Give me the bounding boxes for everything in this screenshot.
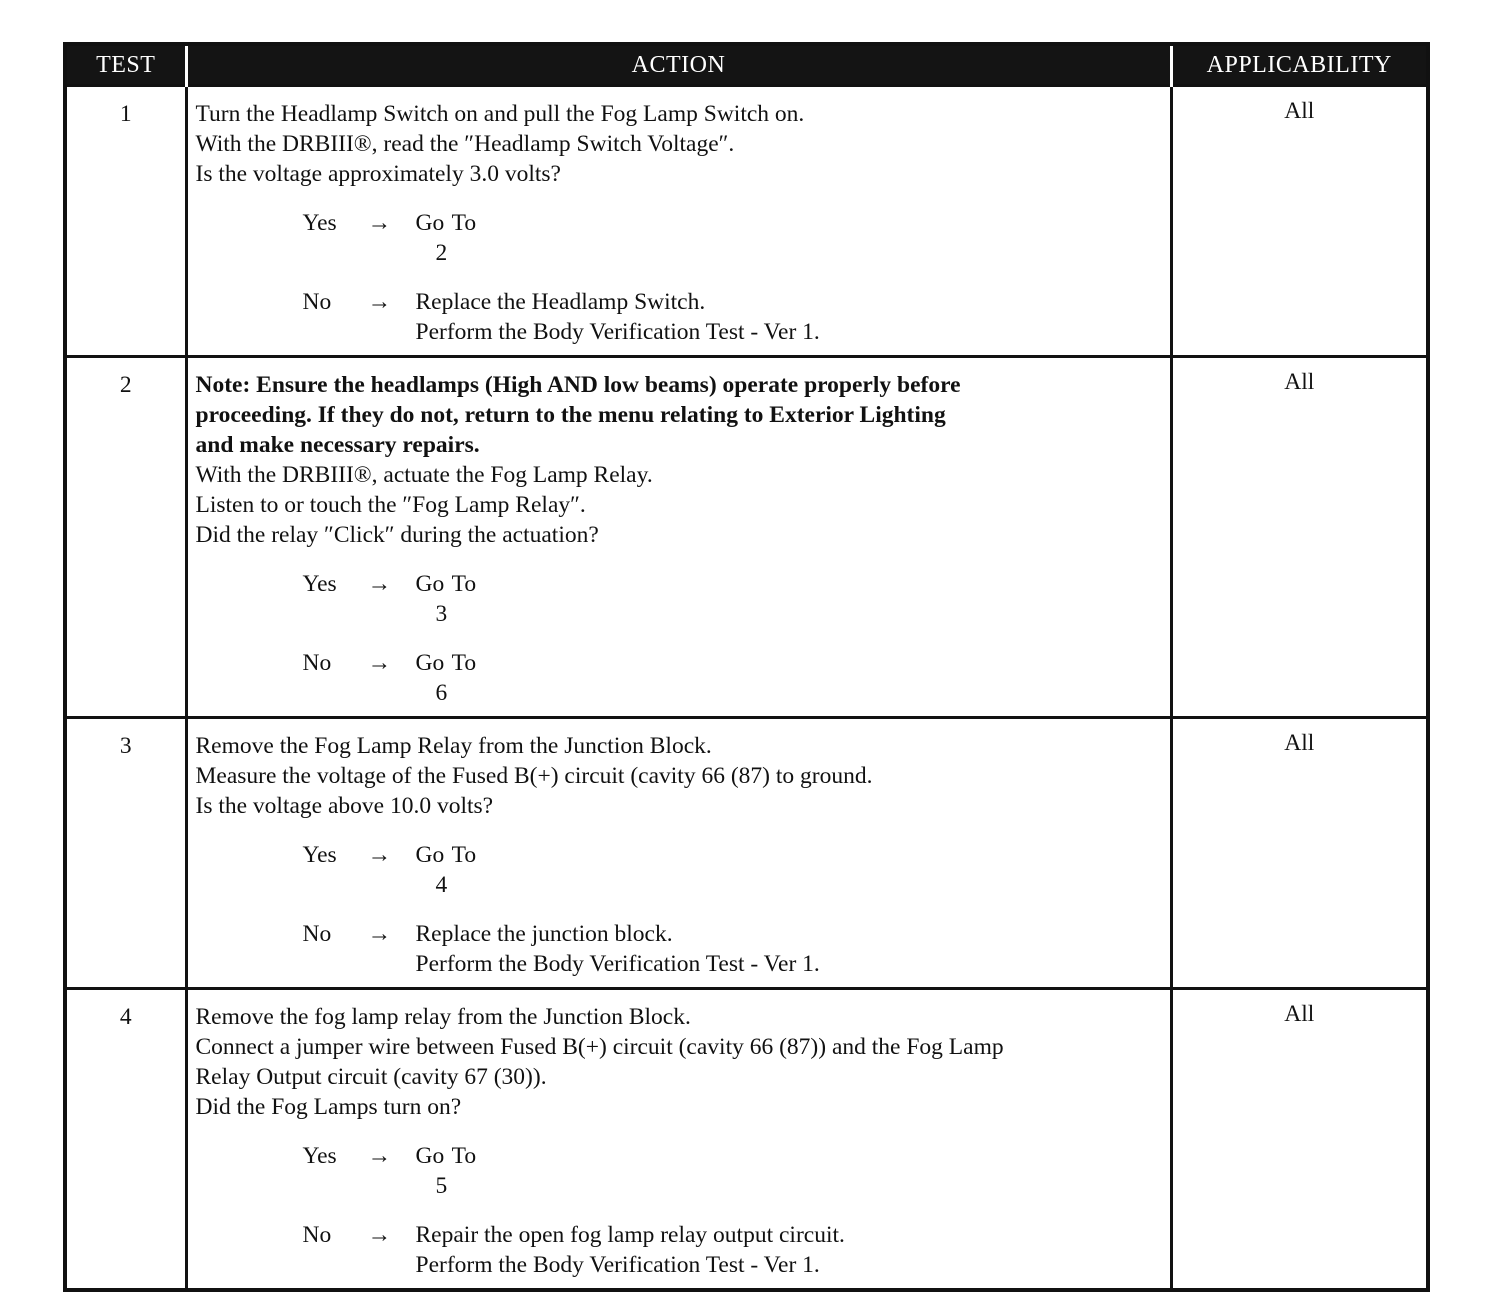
note-line: Note: Ensure the headlamps (High AND low beams) operate properly before	[195, 372, 961, 398]
action-cell	[186, 86, 1171, 357]
yes-answer	[196, 1141, 1166, 1201]
arrow-icon: →	[367, 289, 391, 315]
action-line: With the DRBIII®, actuate the Fog Lamp Relay.	[195, 462, 653, 488]
table-row	[65, 357, 1428, 718]
goto-label: Go To	[415, 571, 477, 597]
no-action-text: Perform the Body Verification Test - Ver 1.	[415, 951, 820, 977]
no-answer	[196, 1220, 1166, 1280]
yes-label: Yes	[302, 571, 337, 597]
goto-target: 3	[435, 601, 448, 627]
arrow-icon: →	[367, 1143, 391, 1169]
goto-target: 2	[435, 240, 448, 266]
test-number: 2	[65, 357, 186, 718]
action-line: With the DRBIII®, read the ″Headlamp Switch Voltage″.	[195, 131, 735, 157]
no-action-text: Perform the Body Verification Test - Ver 1.	[415, 1252, 820, 1278]
action-line: Measure the voltage of the Fused B(+) circuit (cavity 66 (87) to ground.	[195, 763, 873, 789]
test-number: 1	[65, 86, 186, 357]
test-number: 4	[65, 989, 186, 1291]
diagnostic-test-table	[63, 42, 1430, 1292]
arrow-icon: →	[367, 842, 391, 868]
header-test: TEST	[65, 44, 186, 86]
no-action-text: Perform the Body Verification Test - Ver 1.	[415, 319, 820, 345]
header-action: ACTION	[186, 44, 1171, 86]
no-label: No	[302, 921, 332, 947]
arrow-icon: →	[367, 921, 391, 947]
action-cell	[186, 718, 1171, 989]
goto-target: 6	[435, 680, 448, 706]
goto-label: Go To	[415, 650, 477, 676]
arrow-icon: →	[367, 210, 391, 236]
action-line: Connect a jumper wire between Fused B(+) circuit (cavity 66 (87)) and the Fog Lamp	[195, 1034, 1004, 1060]
action-cell	[186, 989, 1171, 1291]
yes-label: Yes	[302, 210, 337, 236]
no-label: No	[302, 1222, 332, 1248]
yes-answer	[196, 208, 1166, 268]
arrow-icon: →	[367, 650, 391, 676]
action-cell	[186, 357, 1171, 718]
applicability-value: All	[1171, 718, 1428, 989]
yes-answer	[196, 569, 1166, 629]
table-header-row	[65, 44, 1428, 86]
action-line: Did the relay ″Click″ during the actuation?	[195, 522, 599, 548]
note-line: proceeding. If they do not, return to the menu relating to Exterior Lighting	[195, 402, 946, 428]
table-row	[65, 86, 1428, 357]
action-line: Remove the Fog Lamp Relay from the Junction Block.	[195, 733, 712, 759]
yes-answer	[196, 840, 1166, 900]
goto-target: 5	[435, 1173, 448, 1199]
goto-label: Go To	[415, 1143, 477, 1169]
no-answer	[196, 287, 1166, 347]
no-action-text: Replace the Headlamp Switch.	[415, 289, 706, 315]
goto-target: 4	[435, 872, 448, 898]
goto-label: Go To	[415, 210, 477, 236]
arrow-icon: →	[367, 571, 391, 597]
action-line: Remove the fog lamp relay from the Junction Block.	[195, 1004, 691, 1030]
yes-label: Yes	[302, 1143, 337, 1169]
action-line: Is the voltage above 10.0 volts?	[195, 793, 494, 819]
no-action-text: Replace the junction block.	[415, 921, 673, 947]
applicability-value: All	[1171, 86, 1428, 357]
action-line: Listen to or touch the ″Fog Lamp Relay″.	[195, 492, 586, 518]
yes-label: Yes	[302, 842, 337, 868]
no-answer	[196, 919, 1166, 979]
applicability-value: All	[1171, 357, 1428, 718]
arrow-icon: →	[367, 1222, 391, 1248]
note-line: and make necessary repairs.	[195, 432, 480, 458]
no-answer	[196, 648, 1166, 708]
no-label: No	[302, 289, 332, 315]
table-row	[65, 718, 1428, 989]
action-line: Is the voltage approximately 3.0 volts?	[195, 161, 561, 187]
no-label: No	[302, 650, 332, 676]
action-line: Turn the Headlamp Switch on and pull the Fog Lamp Switch on.	[195, 101, 805, 127]
header-applicability: APPLICABILITY	[1171, 44, 1428, 86]
no-action-text: Repair the open fog lamp relay output circuit.	[415, 1222, 845, 1248]
test-number: 3	[65, 718, 186, 989]
goto-label: Go To	[415, 842, 477, 868]
action-line: Did the Fog Lamps turn on?	[195, 1094, 462, 1120]
table-row	[65, 989, 1428, 1291]
applicability-value: All	[1171, 989, 1428, 1291]
action-line: Relay Output circuit (cavity 67 (30)).	[195, 1064, 547, 1090]
